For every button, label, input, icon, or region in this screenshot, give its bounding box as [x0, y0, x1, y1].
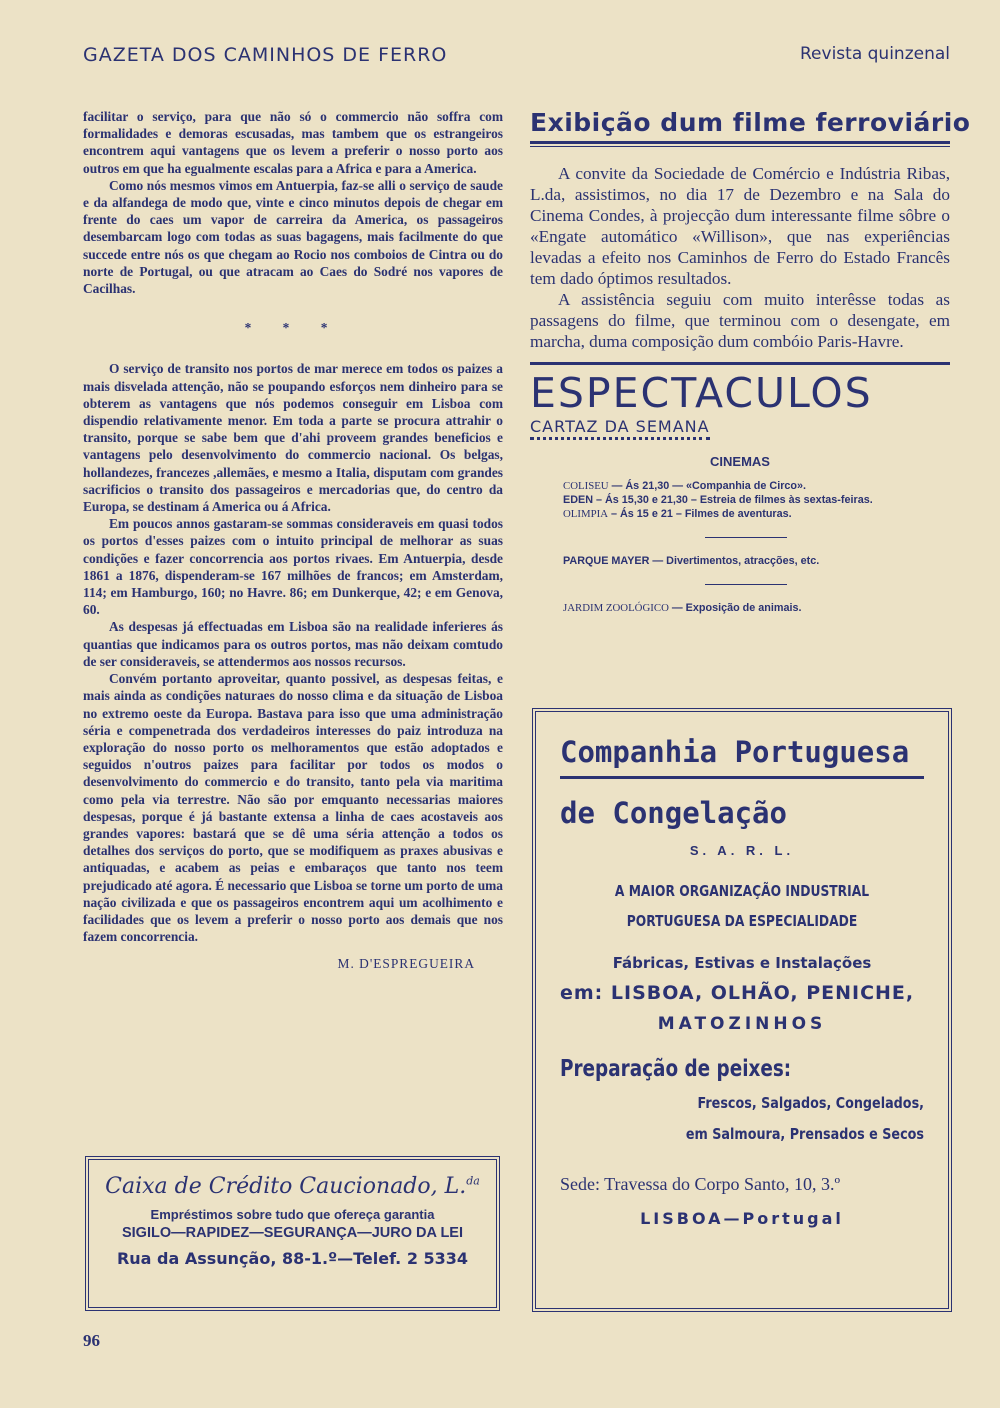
ad-locations: MATOZINHOS	[657, 1014, 827, 1034]
ad-org-line: PORTUGUESA DA ESPECIALIDADE	[626, 912, 858, 930]
ad-address: Rua da Assunção, 88-1.º—Telef. 2 5334	[116, 1249, 469, 1268]
journal-title: GAZETA DOS CAMINHOS DE FERRO	[83, 44, 448, 66]
show-listing	[530, 507, 950, 521]
film-paragraph: A convite da Sociedade de Comércio e Indústria Ribas, L.da, assistimos, no dia 17 de Dezembro e na Sala do Cinema Condes, à projecção dum interessante filme sôbre o «Engate automático «Willison», que nas experiências levadas a efeito nos Caminhos de Ferro do Estado Francês tem dado óptimos resultados.	[530, 164, 950, 288]
ad-name-text: Caixa de Crédito Caucionado, L.	[105, 1174, 467, 1199]
ad-org	[593, 876, 891, 936]
show-listing	[530, 479, 950, 493]
article-paragraph: Convém portanto aproveitar, quanto possivel, as despesas feitas, e mais ainda as condições naturaes do nosso clima e da situação de Lisboa no extremo oeste da Europa. Bastava para isso que uma administração séria e compenetrada dos verdadeiros interesses do paiz introduza na exploração do nosso porto os melhoramentos que estão adoptados e seguidos n'outros paizes para facilitar por todos os modos o desenvolvimento do commercio e do transito, tanto pela via maritima como pela via terrestre. Não são por emquanto necessarias maiores despesas, porque é já bastante extensa a linha de caes acostaveis aos grandes vapores: bastará que se dê uma séria attenção a todos os detalhes dos serviços do porto, que se modifiquem as praxes abusivas e antiquadas, e acabem as peias e embaraços que tanto nos teem prejudicado até agora. É necessario que Lisboa se torne um porto de uma nação civilizada e que os passageiros encontrem aqui um acolhimento e facilidades que os levem a preferir o nosso porto aos demais que nos fazem concorrencia.	[83, 671, 503, 945]
article-column	[83, 108, 503, 973]
cinemas-heading: CINEMAS	[710, 454, 770, 469]
film-paragraph: A assistência seguiu com muito interêsse todas as passagens do filme, que terminou com o desengate, em marcha, duma composição dum combóio Paris-Havre.	[530, 290, 950, 351]
ad-company-name	[89, 1174, 496, 1199]
venue-name: EDEN	[563, 494, 593, 506]
ad-product-line: Frescos, Salgados, Congelados,	[697, 1094, 924, 1112]
ad-rule	[560, 776, 924, 779]
section-separator: * * *	[244, 320, 342, 336]
caixa-credito-ad	[85, 1156, 500, 1311]
venue-info: — Exposição de animais.	[668, 602, 802, 614]
venue-name: PARQUE MAYER	[563, 555, 650, 567]
article-paragraph: facilitar o serviço, para que não só o commercio não soffra com formalidades e demoras escusadas, mas tambem que os estrangeiros encontrem aqui vantagens que os levem a preferir o nosso porto aos outros em que ha egualmente escalas para a Africa e para a America.	[83, 109, 503, 176]
article-paragraph: Como nós mesmos vimos em Antuerpia, faz-se alli o serviço de saude e da alfandega de modo que, vinte e cinco minutos depois de chegar em frente do caes um vapor de carreira da America, os passageiros desembarcam logo com todas as suas bagagens, mais facilmente do que succede entre nós os que chegam ao Rocio nos comboios de Cintra ou do norte de Portugal, ou que atracam ao Caes do Sodré nos vapores de Cacilhas.	[83, 177, 503, 297]
venue-info: — Divertimentos, atracções, etc.	[649, 555, 820, 567]
film-article	[530, 108, 971, 352]
ad-line: Empréstimos sobre tudo que ofereça garantia	[150, 1207, 435, 1222]
shows-subtitle: CARTAZ DA SEMANA	[530, 417, 710, 440]
section-rule	[530, 362, 950, 365]
venue-name: OLIMPIA	[563, 508, 608, 520]
right-column	[530, 108, 971, 615]
shows-title: ESPECTACULOS	[530, 369, 873, 417]
ad-title: Companhia Portuguesa	[560, 735, 910, 769]
article-paragraph: As despesas já effectuadas em Lisboa são na realidade inferieres ás quantias que indicamos para os outros portos, mas não deixam comtudo de ser consideraveis, se attendermos aos nossos recursos.	[83, 619, 503, 669]
ad-name-sup: da	[466, 1174, 480, 1188]
page-number: 96	[83, 1331, 100, 1350]
film-title: Exibição dum filme ferroviário	[530, 108, 971, 137]
ad-line: SIGILO—RAPIDEZ—SEGURANÇA—JURO DA LEI	[121, 1225, 464, 1241]
ad-facilities: Fábricas, Estivas e Instalações	[612, 954, 872, 972]
show-listing	[530, 554, 950, 568]
ad-org-line: A MAIOR ORGANIZAÇÃO INDUSTRIAL	[614, 882, 870, 900]
venue-info: – Ás 15 e 21 – Filmes de aventuras.	[608, 508, 792, 520]
ad-title: de Congelação	[560, 796, 787, 830]
ad-preparation: Preparação de peixes:	[560, 1056, 792, 1082]
journal-subtitle: Revista quinzenal	[800, 44, 950, 64]
show-listing	[530, 493, 950, 507]
ad-headquarters: Sede: Travessa do Corpo Santo, 10, 3.º	[560, 1174, 841, 1194]
show-listing	[530, 601, 950, 615]
venue-name: JARDIM ZOOLÓGICO	[563, 602, 669, 614]
article-signature: M. D'ESPREGUEIRA	[337, 956, 475, 972]
ad-city: LISBOA—Portugal	[640, 1209, 844, 1228]
ad-locations: em: LISBOA, OLHÃO, PENICHE,	[560, 982, 915, 1004]
article-paragraph: Em poucos annos gastaram-se sommas consideraveis em quasi todos os portos d'esses paizes com o intuito principal de melhorar as suas condições e fazer concorrencia aos portos rivaes. Em Antuerpia, desde 1861 a 1876, dispenderam-se 167 milhões de francos; em Amsterdam, 114; em Hamburgo, 160; no Havre. 86; em Dunkerque, 42; e em Genova, 60.	[83, 516, 503, 618]
venue-name: COLISEU	[563, 480, 609, 492]
ad-sarl: S. A. R. L.	[689, 843, 795, 858]
venue-info: — Ás 21,30 — «Companhia de Circo».	[608, 480, 807, 492]
ad-product-line: em Salmoura, Prensados e Secos	[685, 1125, 924, 1143]
article-paragraph: O serviço de transito nos portos de mar merece em todos os paizes a mais disvelada attenção, não se poupando esforços nem dinheiro para se obterem as vantagens que nós podemos conseguir em Lisboa com dispendio relativamente menor. Em toda a parte se procura attrahir o transito, porque se sabe bem que d'ahi proveem grandes beneficios e vantagens pelo desenvolvimento do commercio nacional. Os belgas, hollandezes, francezes ,allemães, e mesmo a Italia, disputam com grandes sacrificios o transito dos passageiros e mercadorias que, do centro da Europa, se destinam á America ou á Africa.	[83, 361, 503, 515]
ad-products	[615, 1088, 924, 1150]
venue-info: – Ás 15,30 e 21,30 – Estreia de filmes às sextas-feiras.	[593, 494, 873, 506]
congelacao-ad	[532, 708, 952, 1312]
title-rule	[530, 141, 950, 147]
divider	[705, 584, 787, 585]
divider	[705, 537, 787, 538]
